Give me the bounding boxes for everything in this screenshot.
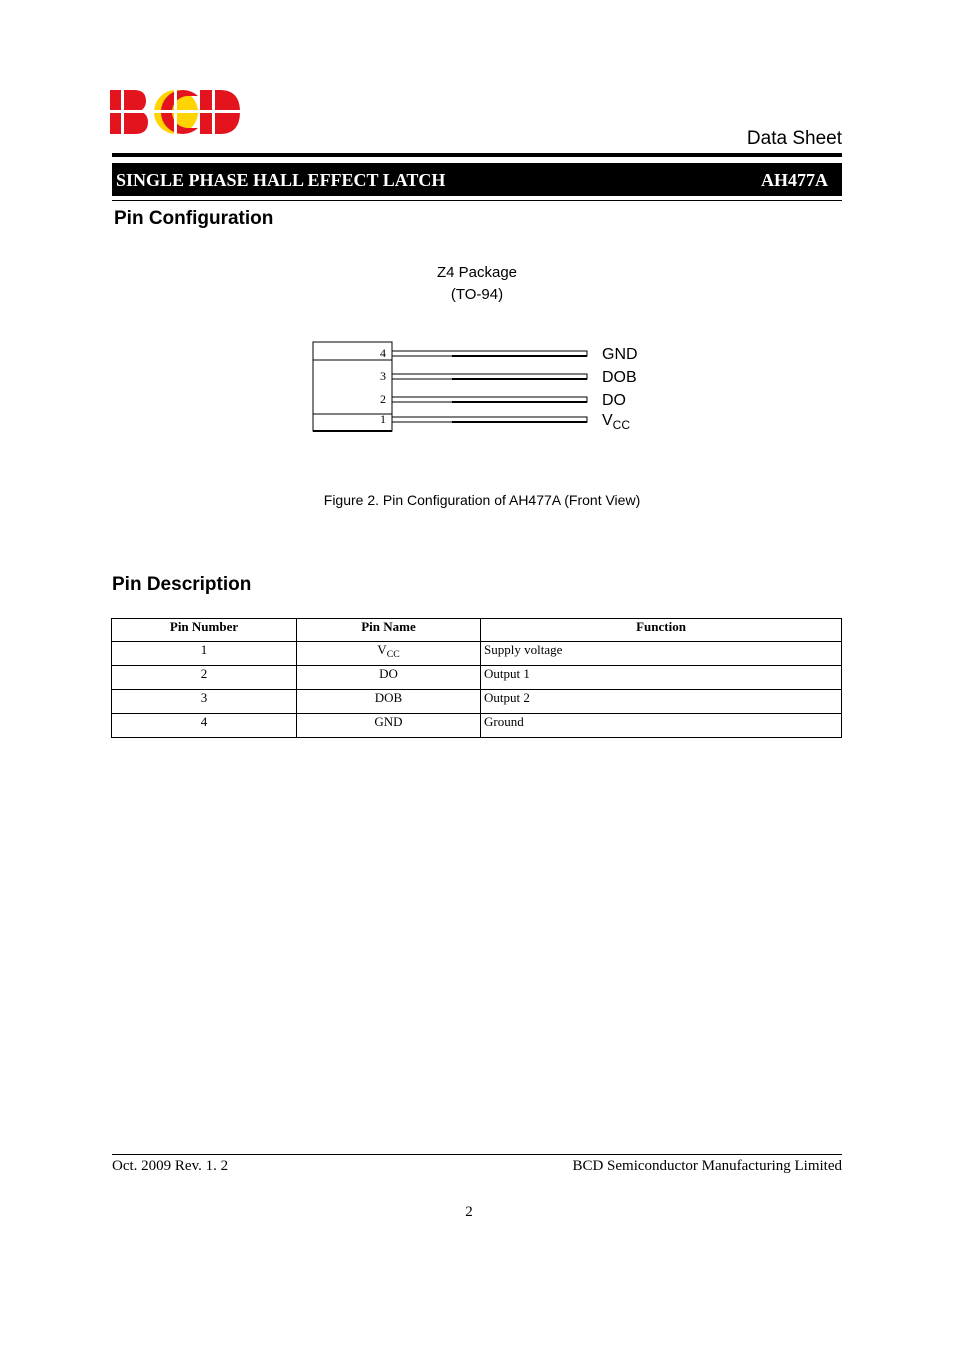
figure-caption: Figure 2. Pin Configuration of AH477A (Front View) — [323, 492, 641, 508]
package-type: (TO-94) — [450, 286, 504, 303]
pin-number-label: 2 — [380, 392, 386, 406]
pin-number-cell: 2 — [112, 666, 297, 690]
pin-description-heading: Pin Description — [112, 574, 252, 595]
package-name: Z4 Package — [436, 264, 518, 281]
pin-lead-3 — [392, 374, 587, 379]
pin-name-cell: DO — [297, 666, 481, 690]
pin-name-cell: $V_{CC}$ — [297, 642, 481, 666]
pin-number-cell: 1 — [112, 642, 297, 666]
footer-date-revision: Oct. 2009 Rev. 1. 2 — [112, 1158, 229, 1174]
pin-description-table — [111, 618, 842, 738]
table-header-row — [112, 619, 842, 642]
header-rule — [112, 153, 842, 157]
column-header-pin-number: Pin Number — [112, 619, 297, 642]
pin-lead-4 — [392, 351, 587, 356]
pin-name-label: DO — [602, 392, 626, 409]
table-row — [112, 666, 842, 690]
function-cell: Output 1 — [481, 666, 842, 690]
bcd-logo — [108, 86, 242, 138]
footer-company: BCD Semiconductor Manufacturing Limited — [572, 1158, 842, 1174]
pin-name-label: GND — [602, 346, 638, 363]
pin-diagram — [300, 330, 680, 450]
document-title: SINGLE PHASE HALL EFFECT LATCH — [116, 170, 446, 190]
table-row — [112, 714, 842, 738]
table-row — [112, 642, 842, 666]
pin-number-cell: 4 — [112, 714, 297, 738]
table-row — [112, 690, 842, 714]
pin-number-label: 1 — [380, 412, 386, 426]
header-underline — [112, 200, 842, 201]
pin-number-cell: 3 — [112, 690, 297, 714]
column-header-function: Function — [481, 619, 842, 642]
pin-configuration-heading: Pin Configuration — [114, 208, 274, 229]
function-cell: Ground — [481, 714, 842, 738]
pin-name-label: $V_{CC}$ — [602, 412, 631, 432]
pin-name-label: DOB — [602, 369, 637, 386]
function-cell: Supply voltage — [481, 642, 842, 666]
pin-lead-2 — [392, 397, 587, 402]
page-number: 2 — [465, 1204, 473, 1220]
pin-name-cell: DOB — [297, 690, 481, 714]
footer-rule — [112, 1154, 842, 1155]
pin-number-label: 4 — [380, 346, 386, 360]
document-type: Data Sheet — [746, 128, 842, 149]
title-bar — [112, 163, 842, 196]
pin-number-label: 3 — [380, 369, 386, 383]
part-number: AH477A — [761, 170, 828, 190]
column-header-pin-name: Pin Name — [297, 619, 481, 642]
pin-name-cell: GND — [297, 714, 481, 738]
pin-lead-1 — [392, 417, 587, 422]
function-cell: Output 2 — [481, 690, 842, 714]
